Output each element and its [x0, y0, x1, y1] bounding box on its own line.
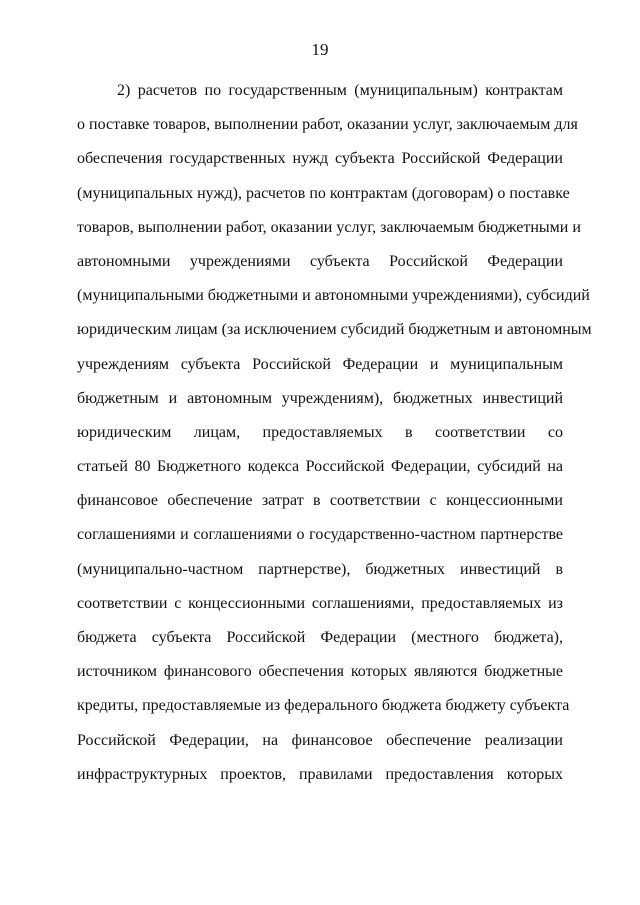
text-line: финансовое обеспечение затрат в соответствии с концессионными [77, 492, 563, 510]
text-line: (муниципальных нужд), расчетов по контрактам (договорам) о поставке [77, 184, 570, 202]
text-line: обеспечения государственных нужд субъекта Российской Федерации [77, 150, 563, 168]
text-line: юридическим лицам (за исключением субсидий бюджетным и автономным [77, 321, 592, 339]
text-line: автономными учреждениями субъекта Российской Федерации [77, 252, 563, 270]
text-line: товаров, выполнении работ, оказании услуг, заключаемым бюджетными и [77, 218, 581, 236]
page-number: 19 [311, 40, 329, 59]
text-line: статьей 80 Бюджетного кодекса Российской Федерации, субсидий на [77, 458, 563, 476]
text-line: учреждениям субъекта Российской Федерации и муниципальным [77, 355, 563, 373]
text-line: бюджетным и автономным учреждениям), бюджетных инвестиций [77, 389, 563, 407]
text-line: (муниципальными бюджетными и автономными учреждениями), субсидий [77, 287, 590, 305]
text-line: Российской Федерации, на финансовое обеспечение реализации [77, 731, 563, 749]
text-line: бюджета субъекта Российской Федерации (местного бюджета), [77, 629, 563, 646]
body-paragraph [77, 74, 592, 792]
text-line: соответствии с концессионными соглашениями, предоставляемых из [77, 594, 563, 612]
text-line: (муниципально-частном партнерстве), бюджетных инвестиций в [77, 560, 563, 578]
text-line: 2) расчетов по государственным (муниципальным) контрактам [117, 82, 563, 99]
text-line: юридическим лицам, предоставляемых в соответствии со [77, 423, 563, 441]
text-line: кредиты, предоставляемые из федерального бюджета бюджету субъекта [77, 697, 570, 715]
text-line: о поставке товаров, выполнении работ, оказании услуг, заключаемым для [77, 116, 578, 134]
text-line: соглашениями и соглашениями о государственно-частном партнерстве [77, 526, 563, 544]
text-line: инфраструктурных проектов, правилами предоставления которых [77, 765, 563, 783]
text-line: источником финансового обеспечения которых являются бюджетные [77, 663, 563, 681]
